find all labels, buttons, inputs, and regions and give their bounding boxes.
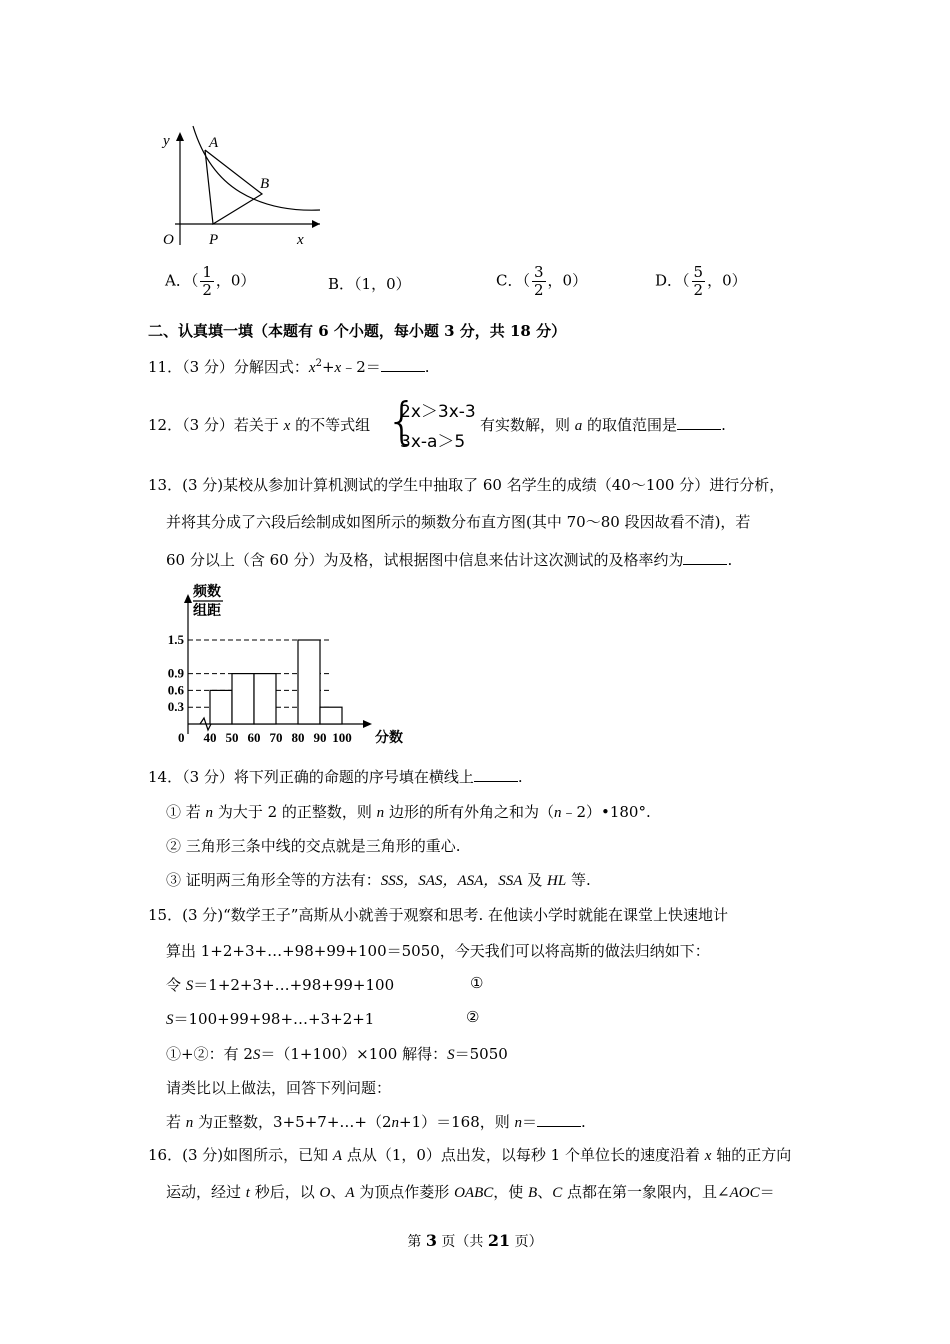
hyperbola-graph [155, 120, 330, 250]
x-tick-label: 90 [313, 730, 327, 745]
question-11: 11．（3 分）分解因式：$x^2+x﹣2=$ . [148, 358, 430, 376]
question-13-line2: 并将其分成了六段后绘制成如图所示的频数分布直方图(其中 70～80 段因故看不清)，若 [166, 513, 751, 531]
point-p-label: P [209, 232, 219, 248]
inequality-2: 3x-a＞5 [400, 432, 466, 452]
answer-blank [683, 550, 727, 565]
proposition-2: ② 三角形三条中线的交点就是三角形的重心. [166, 837, 461, 855]
bar-40-50 [210, 690, 232, 724]
question-13-line3: 60 分以上（含 60 分）为及格，试根据图中信息来估计这次测试的及格率约为 . [166, 551, 733, 569]
question-14: 14．（3 分）将下列正确的命题的序号填在横线上 . [148, 768, 523, 786]
choice-d: D．（ $\frac{5}{2}$ ，0） [655, 263, 747, 299]
equation-sum: ①+②：有 2S＝（1+100）×100 解得：S＝5050 [166, 1045, 508, 1063]
origin-label: O [163, 232, 174, 248]
bar-60-70 [254, 674, 276, 724]
question-12: 12．（3 分）若关于 x 的不等式组 [148, 416, 371, 434]
question-15-line7: 若 n 为正整数，3+5+7+…+（2n+1）＝168，则 n＝ . [166, 1113, 586, 1131]
choice-c: C．（ $\frac{3}{2}$ ，0） [496, 263, 588, 299]
choice-a: A．（ $\frac{1}{2}$ ，0） [165, 263, 256, 299]
point-b-label: B [260, 176, 270, 192]
histogram-chart [160, 578, 410, 750]
equation-2-marker: ② [466, 1008, 480, 1026]
bar-90-100 [320, 707, 342, 724]
equation-1-marker: ① [470, 974, 484, 992]
question-13-line1: 13．(3 分)某校从参加计算机测试的学生中抽取了 60 名学生的成绩（40～100 分）进行分析， [148, 476, 785, 494]
answer-blank [474, 767, 518, 782]
y-tick-label: 1.5 [167, 632, 184, 647]
answer-blank [677, 415, 721, 430]
y-tick-label: 0.6 [167, 682, 184, 698]
choice-b: B．（1，0） [328, 275, 411, 293]
y-label-bottom: 组距 [193, 604, 221, 619]
origin-label: 0 [178, 730, 185, 745]
page-footer: 第 3 页（共 21 页） [407, 1231, 543, 1250]
proposition-1: ① 若 n 为大于 2 的正整数，则 n 边形的所有外角之和为（n﹣2）•180°. [166, 803, 651, 821]
question-16-line1: 16．(3 分)如图所示，已知 A 点从（1，0）点出发，以每秒 1 个单位长的速度沿着 x 轴的正方向 [148, 1146, 792, 1164]
bar-80-90 [298, 640, 320, 724]
inequality-brace: { [386, 392, 418, 450]
section-heading: 二、认真填一填（本题有 6 个小题，每小题 3 分，共 18 分） [148, 322, 567, 340]
question-15-line1: 15．(3 分)“数学王子”高斯从小就善于观察和思考. 在他读小学时就能在课堂上快速地计 [148, 906, 728, 924]
question-16-line2: 运动，经过 t 秒后，以 O、A 为顶点作菱形 OABC，使 B、C 点都在第一象限内，且∠AOC＝ [166, 1183, 775, 1201]
x-tick-label: 60 [247, 730, 261, 745]
x-tick-label: 50 [225, 730, 239, 745]
equation-1: 令 S＝1+2+3+…+98+99+100 [166, 976, 395, 994]
x-tick-label: 80 [291, 730, 305, 745]
x-tick-label: 70 [269, 730, 283, 745]
answer-blank [537, 1112, 581, 1127]
x-tick-label: 40 [203, 730, 217, 745]
equation-2: S＝100+99+98+…+3+2+1 [166, 1010, 375, 1028]
bar-50-60 [232, 674, 254, 724]
x-label: 分数 [375, 731, 403, 746]
y-label-top: 频数 [193, 585, 221, 600]
y-tick-label: 0.9 [167, 665, 184, 681]
proposition-3: ③ 证明两三角形全等的方法有：SSS，SAS，ASA，SSA 及 HL 等. [166, 871, 591, 889]
y-axis-label: y [163, 133, 170, 149]
x-axis-label: x [297, 232, 304, 248]
x-tick-label: 100 [332, 730, 352, 745]
inequality-1: 2x＞3x-3 [400, 402, 476, 422]
point-a-label: A [209, 135, 219, 151]
question-15-line6: 请类比以上做法，回答下列问题： [166, 1079, 392, 1097]
answer-blank [381, 357, 425, 372]
question-15-line2: 算出 1+2+3+…+98+99+100＝5050，今天我们可以将高斯的做法归纳如下： [166, 942, 710, 960]
y-tick-label: 0.3 [167, 699, 184, 715]
question-12-tail: 有实数解，则 a 的取值范围是 . [480, 416, 726, 434]
